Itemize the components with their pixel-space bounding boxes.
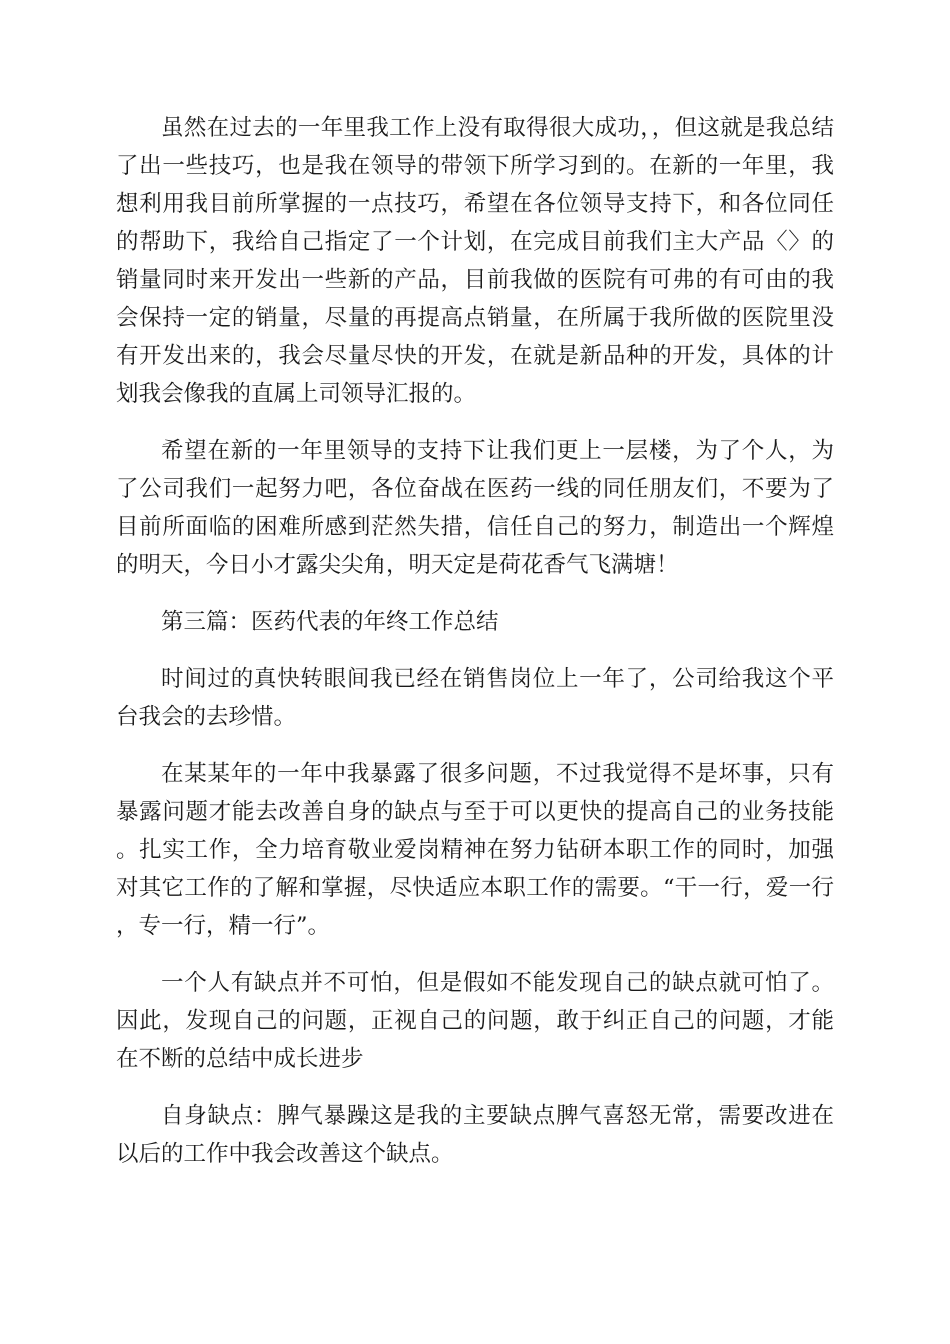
paragraph-hope: 希望在新的一年里领导的支持下让我们更上一层楼，为了个人，为了公司我们一起努力吧，各位奋战在医药一线的同任朋友们，不要为了目前所面临的困难所感到茫然失措，信任自己的努力，制造出一个辉煌的明天，今日小才露尖尖角，明天定是荷花香气飞满塘！	[116, 438, 834, 578]
paragraph-self-defects: 自身缺点：脾气暴躁这是我的主要缺点脾气喜怒无常，需要改进在以后的工作中我会改善这个缺点。	[116, 1103, 834, 1167]
paragraph-problems: 在某某年的一年中我暴露了很多问题，不过我觉得不是坏事，只有暴露问题才能去改善自身的缺点与至于可以更快的提高自己的业务技能。扎实工作，全力培育敬业爱岗精神在努力钻研本职工作的同时，加强对其它工作的了解和掌握，尽快适应本职工作的需要。“干一行，爱一行，专一行，精一行”。	[116, 761, 834, 939]
paragraph-shortcomings: 一个人有缺点并不可怕，但是假如不能发现自己的缺点就可怕了。因此，发现自己的问题，正视自己的问题，敢于纠正自己的问题，才能在不断的总结中成长进步	[116, 970, 834, 1072]
paragraph-plan: 虽然在过去的一年里我工作上没有取得很大成功，，但这就是我总结了出一些技巧，也是我在领导的带领下所学习到的。在新的一年里，我想利用我目前所掌握的一点技巧，希望在各位领导支持下，和各位同任的帮助下，我给自己指定了一个计划，在完成目前我们主大产品〈〉的销量同时来开发出一些新的产品，目前我做的医院有可弗的有可由的我会保持一定的销量，尽量的再提高点销量，在所属于我所做的医院里没有开发出来的，我会尽量尽快的开发，在就是新品种的开发，具体的计划我会像我的直属上司领导汇报的。	[116, 115, 834, 407]
section-heading: 第三篇：医药代表的年终工作总结	[161, 609, 499, 635]
paragraph-time: 时间过的真快转眼间我已经在销售岗位上一年了，公司给我这个平台我会的去珍惜。	[116, 666, 834, 730]
document-body	[116, 109, 834, 1192]
